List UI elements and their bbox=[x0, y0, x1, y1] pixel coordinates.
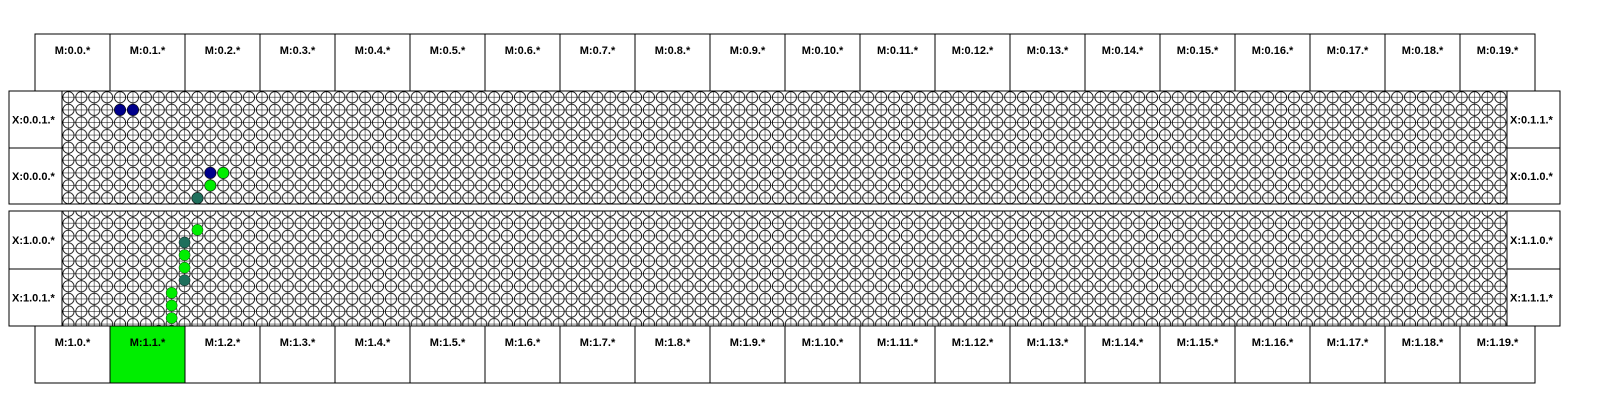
left-port-box[interactable] bbox=[9, 211, 62, 269]
bottom-module-box[interactable] bbox=[1160, 326, 1235, 383]
top-module-box[interactable] bbox=[1385, 34, 1460, 91]
bottom-module-box[interactable] bbox=[1460, 326, 1535, 383]
top-module-box[interactable] bbox=[35, 34, 110, 91]
top-module-label: M:0.6.* bbox=[504, 45, 541, 57]
top-module-label: M:0.13.* bbox=[1026, 45, 1069, 57]
path-node-green bbox=[218, 167, 229, 178]
top-module-box[interactable] bbox=[1460, 34, 1535, 91]
bottom-module-box[interactable] bbox=[410, 326, 485, 383]
right-port-box[interactable] bbox=[1507, 211, 1560, 269]
path-node-blue bbox=[114, 104, 125, 115]
bottom-module-box[interactable] bbox=[485, 326, 560, 383]
bottom-module-box[interactable] bbox=[335, 326, 410, 383]
top-module-label: M:0.16.* bbox=[1251, 45, 1294, 57]
top-module-label: M:0.9.* bbox=[729, 45, 766, 57]
top-module-label: M:0.5.* bbox=[429, 45, 466, 57]
bottom-module-box[interactable] bbox=[935, 326, 1010, 383]
bottom-module-box[interactable] bbox=[1235, 326, 1310, 383]
top-module-box[interactable] bbox=[1310, 34, 1385, 91]
bottom-module-label: M:1.13.* bbox=[1026, 337, 1069, 349]
bottom-module-label: M:1.15.* bbox=[1176, 337, 1219, 349]
top-module-label: M:0.8.* bbox=[654, 45, 691, 57]
bottom-module-box[interactable] bbox=[1010, 326, 1085, 383]
grid-block bbox=[62, 211, 1507, 326]
bottom-module-label: M:1.12.* bbox=[951, 337, 994, 349]
right-port-label: X:1.1.0.* bbox=[1510, 235, 1553, 247]
top-module-label: M:0.14.* bbox=[1101, 45, 1144, 57]
top-module-label: M:0.7.* bbox=[579, 45, 616, 57]
right-port-label: X:0.1.1.* bbox=[1510, 114, 1553, 127]
top-module-label: M:0.12.* bbox=[951, 45, 994, 57]
bottom-module-box[interactable] bbox=[785, 326, 860, 383]
bottom-module-box[interactable] bbox=[1085, 326, 1160, 383]
top-module-box[interactable] bbox=[1010, 34, 1085, 91]
bottom-module-box[interactable] bbox=[1385, 326, 1460, 383]
path-node-green bbox=[179, 250, 190, 261]
left-label-column bbox=[9, 91, 62, 326]
top-module-label: M:0.3.* bbox=[279, 45, 316, 57]
path-node-blue bbox=[127, 104, 138, 115]
top-module-box[interactable] bbox=[1160, 34, 1235, 91]
top-module-box[interactable] bbox=[410, 34, 485, 91]
top-module-box[interactable] bbox=[185, 34, 260, 91]
bottom-module-row bbox=[35, 326, 1535, 383]
bottom-module-label: M:1.0.* bbox=[54, 337, 91, 349]
left-port-box[interactable] bbox=[9, 269, 62, 326]
bottom-module-box[interactable] bbox=[635, 326, 710, 383]
bottom-module-box-highlighted[interactable] bbox=[110, 326, 185, 383]
bottom-module-box[interactable] bbox=[35, 326, 110, 383]
bottom-module-label: M:1.14.* bbox=[1101, 337, 1144, 349]
top-module-box[interactable] bbox=[110, 34, 185, 91]
bottom-module-box[interactable] bbox=[185, 326, 260, 383]
top-module-box[interactable] bbox=[1235, 34, 1310, 91]
bottom-module-label: M:1.7.* bbox=[579, 337, 616, 349]
left-port-label: X:0.0.0.* bbox=[12, 171, 55, 183]
left-port-label: X:1.0.1.* bbox=[12, 292, 55, 305]
bottom-module-label: M:1.9.* bbox=[729, 337, 766, 349]
bottom-module-label: M:1.10.* bbox=[801, 337, 844, 349]
bottom-module-label: M:1.11.* bbox=[877, 337, 918, 349]
grid-blocks bbox=[62, 91, 1507, 326]
top-module-label: M:0.18.* bbox=[1401, 45, 1444, 57]
top-module-label: M:0.10.* bbox=[801, 45, 844, 57]
bottom-module-box[interactable] bbox=[710, 326, 785, 383]
top-module-box[interactable] bbox=[260, 34, 335, 91]
top-module-label: M:0.0.* bbox=[54, 45, 91, 57]
path-node-green bbox=[192, 224, 203, 235]
bottom-module-box[interactable] bbox=[860, 326, 935, 383]
right-port-label: X:0.1.0.* bbox=[1510, 171, 1553, 183]
top-module-label: M:0.4.* bbox=[354, 45, 391, 57]
right-port-box[interactable] bbox=[1507, 269, 1560, 326]
top-module-box[interactable] bbox=[635, 34, 710, 91]
top-module-box[interactable] bbox=[785, 34, 860, 91]
top-module-row bbox=[35, 34, 1535, 91]
top-module-label: M:0.17.* bbox=[1326, 45, 1369, 57]
path-node-teal bbox=[179, 275, 190, 286]
left-port-box[interactable] bbox=[9, 91, 62, 148]
bottom-module-label: M:1.18.* bbox=[1401, 337, 1444, 349]
path-node-green bbox=[166, 300, 177, 311]
path-node-blue bbox=[205, 167, 216, 178]
left-port-box[interactable] bbox=[9, 148, 62, 204]
top-module-box[interactable] bbox=[860, 34, 935, 91]
bottom-module-label: M:1.16.* bbox=[1251, 337, 1294, 349]
bottom-module-label: M:1.3.* bbox=[279, 337, 316, 349]
right-port-label: X:1.1.1.* bbox=[1510, 292, 1553, 305]
bottom-module-box[interactable] bbox=[260, 326, 335, 383]
top-module-box[interactable] bbox=[935, 34, 1010, 91]
top-module-label: M:0.2.* bbox=[204, 45, 241, 57]
top-module-label: M:0.11.* bbox=[877, 45, 918, 57]
bottom-module-label: M:1.6.* bbox=[504, 337, 541, 349]
right-port-box[interactable] bbox=[1507, 148, 1560, 204]
top-module-box[interactable] bbox=[560, 34, 635, 91]
bottom-module-label: M:1.5.* bbox=[429, 337, 466, 349]
path-node-green bbox=[179, 262, 190, 273]
grid-block bbox=[62, 91, 1507, 204]
top-module-box[interactable] bbox=[1085, 34, 1160, 91]
top-module-box[interactable] bbox=[335, 34, 410, 91]
bottom-module-label: M:1.1.* bbox=[129, 337, 166, 349]
top-module-label: M:0.1.* bbox=[129, 45, 166, 57]
left-port-label: X:1.0.0.* bbox=[12, 235, 55, 247]
bottom-module-label: M:1.2.* bbox=[204, 337, 241, 349]
bottom-module-label: M:1.8.* bbox=[654, 337, 691, 349]
bottom-module-box[interactable] bbox=[560, 326, 635, 383]
right-port-box[interactable] bbox=[1507, 91, 1560, 148]
top-module-label: M:0.19.* bbox=[1476, 45, 1519, 57]
top-module-box[interactable] bbox=[485, 34, 560, 91]
path-node-green bbox=[166, 313, 177, 324]
top-module-label: M:0.15.* bbox=[1176, 45, 1219, 57]
bottom-module-label: M:1.19.* bbox=[1476, 337, 1519, 349]
path-node-teal bbox=[192, 193, 203, 204]
bottom-module-box[interactable] bbox=[1310, 326, 1385, 383]
bottom-module-label: M:1.4.* bbox=[354, 337, 391, 349]
path-node-teal bbox=[179, 237, 190, 248]
right-label-column bbox=[1507, 91, 1560, 326]
path-node-green bbox=[205, 180, 216, 191]
path-node-green bbox=[166, 287, 177, 298]
bottom-module-label: M:1.17.* bbox=[1326, 337, 1369, 349]
top-module-box[interactable] bbox=[710, 34, 785, 91]
left-port-label: X:0.0.1.* bbox=[12, 114, 55, 127]
